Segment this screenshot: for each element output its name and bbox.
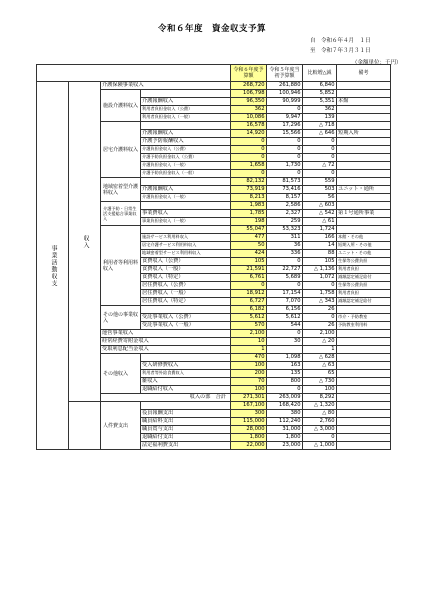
row-label: 地域密着型サービス利用料収入 bbox=[141, 250, 231, 258]
row-label: 居住費収入（特定） bbox=[141, 298, 231, 306]
row-label: 介護予防負担金収入（公費） bbox=[141, 154, 231, 162]
group-personnel: 人件費支出 bbox=[101, 402, 141, 450]
row-label: 利用者負担金収入（公費） bbox=[141, 106, 231, 114]
row-label bbox=[141, 354, 231, 362]
row-label: 役員報酬支出 bbox=[141, 410, 231, 418]
remark: 利用者負担 bbox=[337, 290, 391, 298]
previous-amount: 336 bbox=[267, 250, 303, 258]
difference: 26 bbox=[303, 322, 337, 330]
row-label: 食費収入（一般） bbox=[141, 266, 231, 274]
previous-amount: 31,000 bbox=[267, 426, 303, 434]
row-label: 居住費収入（公費） bbox=[141, 282, 231, 290]
previous-amount: 7,070 bbox=[267, 298, 303, 306]
difference: △ 61 bbox=[303, 218, 337, 226]
remark: 本館・その他 bbox=[337, 234, 391, 242]
row-label: 受取利息配当金収入 bbox=[101, 346, 231, 354]
difference: △ 628 bbox=[303, 354, 337, 362]
previous-amount: 261,880 bbox=[267, 82, 303, 90]
previous-amount: 8,157 bbox=[267, 194, 303, 202]
current-amount: 570 bbox=[231, 322, 267, 330]
previous-amount: 112,240 bbox=[267, 418, 303, 426]
current-amount: 424 bbox=[231, 250, 267, 258]
current-amount: 105 bbox=[231, 258, 267, 266]
row-label bbox=[141, 122, 231, 130]
difference: 100 bbox=[303, 386, 337, 394]
row-label: 利用者負担金収入（一般） bbox=[141, 114, 231, 122]
difference: 559 bbox=[303, 178, 337, 186]
remark bbox=[337, 106, 391, 114]
difference: 56 bbox=[303, 194, 337, 202]
previous-amount: 0 bbox=[267, 386, 303, 394]
current-amount: 18,912 bbox=[231, 290, 267, 298]
row-label: 居宅介護サービス利用料収入 bbox=[141, 242, 231, 250]
period-to: 至 令和７年３月３１日 bbox=[310, 48, 371, 54]
previous-amount: 311 bbox=[267, 234, 303, 242]
difference: 5,351 bbox=[303, 98, 337, 106]
current-amount: 477 bbox=[231, 234, 267, 242]
difference: 0 bbox=[303, 314, 337, 322]
difference: 1,758 bbox=[303, 290, 337, 298]
remark bbox=[337, 146, 391, 154]
previous-amount: 5,689 bbox=[267, 274, 303, 282]
current-amount: 115,000 bbox=[231, 418, 267, 426]
group-other-income: その他収入 bbox=[101, 354, 141, 394]
remark: ユニット・通所 bbox=[337, 186, 391, 194]
remark: 市介・予防教室 bbox=[337, 314, 391, 322]
difference: △ 20 bbox=[303, 338, 337, 346]
previous-amount: 259 bbox=[267, 218, 303, 226]
difference: 2,760 bbox=[303, 418, 337, 426]
section-income: 収入 bbox=[69, 82, 101, 402]
remark bbox=[337, 218, 391, 226]
difference: △ 343 bbox=[303, 298, 337, 306]
current-amount: 268,720 bbox=[231, 82, 267, 90]
previous-amount: 380 bbox=[267, 410, 303, 418]
current-amount: 100 bbox=[231, 362, 267, 370]
row-label: 受入研修費収入 bbox=[141, 362, 231, 370]
current-amount: 73,919 bbox=[231, 186, 267, 194]
previous-amount: 0 bbox=[267, 258, 303, 266]
header-blank bbox=[37, 65, 231, 82]
current-amount: 6,727 bbox=[231, 298, 267, 306]
current-amount: 0 bbox=[231, 170, 267, 178]
header-current: 令和６年度予算額 bbox=[231, 65, 267, 82]
current-amount: 10,086 bbox=[231, 114, 267, 122]
previous-amount: 544 bbox=[267, 322, 303, 330]
difference: △ 80 bbox=[303, 410, 337, 418]
difference: 5,852 bbox=[303, 90, 337, 98]
budget-table bbox=[36, 64, 391, 450]
remark: ユニット・その他 bbox=[337, 250, 391, 258]
previous-amount: 73,416 bbox=[267, 186, 303, 194]
current-amount: 21,591 bbox=[231, 266, 267, 274]
difference: 0 bbox=[303, 282, 337, 290]
row-label bbox=[141, 202, 231, 210]
remark bbox=[337, 202, 391, 210]
difference: 88 bbox=[303, 250, 337, 258]
remark bbox=[337, 410, 391, 418]
row-label: 利用者等外給食費収入 bbox=[141, 370, 231, 378]
remark bbox=[337, 122, 391, 130]
difference: △ 63 bbox=[303, 362, 337, 370]
current-amount: 82,132 bbox=[231, 178, 267, 186]
current-amount: 1,983 bbox=[231, 202, 267, 210]
group-community: 地域密着型介護料収入 bbox=[101, 178, 141, 202]
row-label: 介護報酬収入 bbox=[141, 98, 231, 106]
remark bbox=[337, 378, 391, 386]
table-header-row bbox=[37, 65, 391, 82]
previous-amount: 0 bbox=[267, 106, 303, 114]
previous-amount: 17,154 bbox=[267, 290, 303, 298]
current-amount: 10 bbox=[231, 338, 267, 346]
group-prevention: 介護予防・日常生活支援総合事業収入 bbox=[101, 202, 141, 226]
header-previous: 令和５年度当初予算額 bbox=[267, 65, 303, 82]
remark: 生保等公費負担 bbox=[337, 258, 391, 266]
current-amount: 1 bbox=[231, 346, 267, 354]
remark bbox=[337, 82, 391, 90]
previous-amount: 0 bbox=[267, 154, 303, 162]
current-amount: 470 bbox=[231, 354, 267, 362]
current-amount: 1,658 bbox=[231, 162, 267, 170]
difference: 0 bbox=[303, 154, 337, 162]
previous-amount: 0 bbox=[267, 330, 303, 338]
row-label: 食費収入（特定） bbox=[141, 274, 231, 282]
unit-note: （金額単位：千円） bbox=[352, 60, 402, 66]
previous-amount: 36 bbox=[267, 242, 303, 250]
previous-amount: 22,727 bbox=[267, 266, 303, 274]
row-label: 法定福利費支出 bbox=[141, 442, 231, 450]
row-label: 事業負担金収入（一般） bbox=[141, 218, 231, 226]
row-label: 受託事業収入（一般） bbox=[141, 322, 231, 330]
remark bbox=[337, 418, 391, 426]
row-label: 介護負担金収入（一般） bbox=[141, 162, 231, 170]
current-amount: 50 bbox=[231, 242, 267, 250]
remark bbox=[337, 426, 391, 434]
remark bbox=[337, 226, 391, 234]
budget-sheet bbox=[36, 64, 390, 450]
row-label: 運営事業収入 bbox=[101, 330, 231, 338]
difference: △ 730 bbox=[303, 378, 337, 386]
remark bbox=[337, 170, 391, 178]
row-label: 介護負担金収入（一般） bbox=[141, 194, 231, 202]
previous-amount: 15,566 bbox=[267, 130, 303, 138]
current-amount: 0 bbox=[231, 282, 267, 290]
section-expense-blank bbox=[69, 402, 101, 450]
remark: 生保等公費負担 bbox=[337, 282, 391, 290]
difference: 503 bbox=[303, 186, 337, 194]
difference: △ 603 bbox=[303, 202, 337, 210]
current-amount: 16,578 bbox=[231, 122, 267, 130]
current-amount: 28,000 bbox=[231, 426, 267, 434]
previous-amount: 263,009 bbox=[267, 394, 303, 402]
row-label: 居住費収入（一般） bbox=[141, 290, 231, 298]
previous-amount: 6,156 bbox=[267, 306, 303, 314]
current-amount: 0 bbox=[231, 146, 267, 154]
previous-amount: 17,296 bbox=[267, 122, 303, 130]
header-diff: 比較増△減 bbox=[303, 65, 337, 82]
header-remarks: 備考 bbox=[337, 65, 391, 82]
current-amount: 55,047 bbox=[231, 226, 267, 234]
remark bbox=[337, 154, 391, 162]
previous-amount: 1,800 bbox=[267, 434, 303, 442]
previous-amount: 30 bbox=[267, 338, 303, 346]
remark bbox=[337, 402, 391, 410]
remark: 第１号通所事業 bbox=[337, 210, 391, 218]
previous-amount: 800 bbox=[267, 378, 303, 386]
remark bbox=[337, 138, 391, 146]
previous-amount bbox=[267, 346, 303, 354]
group-other-user: その他の事業収入 bbox=[101, 306, 141, 330]
previous-amount: 2,586 bbox=[267, 202, 303, 210]
previous-amount: 2,327 bbox=[267, 210, 303, 218]
current-amount: 96,350 bbox=[231, 98, 267, 106]
remark bbox=[337, 194, 391, 202]
current-amount: 106,798 bbox=[231, 90, 267, 98]
row-label: 介護報酬収入 bbox=[141, 130, 231, 138]
remark: 短期入所 bbox=[337, 130, 391, 138]
current-amount: 5,612 bbox=[231, 314, 267, 322]
current-amount: 198 bbox=[231, 218, 267, 226]
difference: △ 72 bbox=[303, 162, 337, 170]
row-label: 職員給料支出 bbox=[141, 418, 231, 426]
previous-amount: 53,323 bbox=[267, 226, 303, 234]
difference: 1,724 bbox=[303, 226, 337, 234]
row-label: 事業費収入 bbox=[141, 210, 231, 218]
document-title: 令和６年度 資金収支予算 bbox=[157, 24, 266, 34]
row-label: 退職給付収入 bbox=[141, 386, 231, 394]
previous-amount: 5,612 bbox=[267, 314, 303, 322]
current-amount: 271,301 bbox=[231, 394, 267, 402]
previous-amount: 90,999 bbox=[267, 98, 303, 106]
difference: 1 bbox=[303, 346, 337, 354]
table-row bbox=[37, 402, 391, 410]
previous-amount: 0 bbox=[267, 138, 303, 146]
current-amount: 1,785 bbox=[231, 210, 267, 218]
difference: 105 bbox=[303, 258, 337, 266]
remark: 短期入所・その他 bbox=[337, 242, 391, 250]
difference: △ 718 bbox=[303, 122, 337, 130]
difference: 0 bbox=[303, 170, 337, 178]
previous-amount: 100,946 bbox=[267, 90, 303, 98]
difference: 1,072 bbox=[303, 274, 337, 282]
difference: 2,100 bbox=[303, 330, 337, 338]
row-label: 介護予防報酬収入 bbox=[141, 138, 231, 146]
remark bbox=[337, 346, 391, 354]
difference: △ 542 bbox=[303, 210, 337, 218]
difference: 14 bbox=[303, 242, 337, 250]
row-label bbox=[141, 90, 231, 98]
row-label: 施設サービス利用料収入 bbox=[141, 234, 231, 242]
difference: 0 bbox=[303, 146, 337, 154]
row-label: 介護保険事業収入 bbox=[101, 82, 231, 90]
difference: △ 1,000 bbox=[303, 442, 337, 450]
previous-amount: 1,730 bbox=[267, 162, 303, 170]
difference: 8,292 bbox=[303, 394, 337, 402]
previous-amount: 0 bbox=[267, 282, 303, 290]
previous-amount: 23,000 bbox=[267, 442, 303, 450]
current-amount: 6,182 bbox=[231, 306, 267, 314]
group-home-care: 居宅介護料収入 bbox=[101, 122, 141, 178]
remark bbox=[337, 386, 391, 394]
remark bbox=[337, 434, 391, 442]
row-label: 雑収入 bbox=[141, 378, 231, 386]
difference: 0 bbox=[303, 434, 337, 442]
difference: 362 bbox=[303, 106, 337, 114]
current-amount: 100 bbox=[231, 386, 267, 394]
previous-amount: 1,098 bbox=[267, 354, 303, 362]
previous-amount: 168,420 bbox=[267, 402, 303, 410]
current-amount: 362 bbox=[231, 106, 267, 114]
current-amount: 0 bbox=[231, 154, 267, 162]
remark: 利用者負担 bbox=[337, 266, 391, 274]
previous-amount: 9,947 bbox=[267, 114, 303, 122]
remark bbox=[337, 394, 391, 402]
remark bbox=[337, 338, 391, 346]
row-label: 退職給付支出 bbox=[141, 434, 231, 442]
previous-amount: 81,573 bbox=[267, 178, 303, 186]
row-label: 受託事業収入（公費） bbox=[141, 314, 231, 322]
row-label bbox=[141, 402, 231, 410]
previous-amount: 163 bbox=[267, 362, 303, 370]
current-amount: 200 bbox=[231, 370, 267, 378]
current-amount: 22,000 bbox=[231, 442, 267, 450]
remark: 予防教室利用料 bbox=[337, 322, 391, 330]
current-amount: 167,100 bbox=[231, 402, 267, 410]
row-label: 食費収入（公費） bbox=[141, 258, 231, 266]
remark bbox=[337, 114, 391, 122]
row-label bbox=[141, 226, 231, 234]
difference: 6,840 bbox=[303, 82, 337, 90]
current-amount: 2,100 bbox=[231, 330, 267, 338]
remark bbox=[337, 90, 391, 98]
difference: 26 bbox=[303, 306, 337, 314]
difference: 139 bbox=[303, 114, 337, 122]
row-label: 経常経費寄附金収入 bbox=[101, 338, 231, 346]
current-amount: 300 bbox=[231, 410, 267, 418]
previous-amount: 0 bbox=[267, 170, 303, 178]
current-amount: 6,761 bbox=[231, 274, 267, 282]
current-amount: 8,213 bbox=[231, 194, 267, 202]
row-label: 職員賞与支出 bbox=[141, 426, 231, 434]
previous-amount: 0 bbox=[267, 146, 303, 154]
remark bbox=[337, 354, 391, 362]
period-from: 自 令和６年４月 １日 bbox=[310, 38, 371, 44]
row-label: 介護負担金収入（公費） bbox=[141, 146, 231, 154]
table-row bbox=[37, 82, 391, 90]
remark bbox=[337, 330, 391, 338]
remark: 本館 bbox=[337, 98, 391, 106]
remark bbox=[337, 162, 391, 170]
remark bbox=[337, 362, 391, 370]
current-amount: 14,920 bbox=[231, 130, 267, 138]
difference: △ 3,000 bbox=[303, 426, 337, 434]
current-amount: 0 bbox=[231, 138, 267, 146]
row-label bbox=[141, 306, 231, 314]
row-label: 介護予防負担金収入（一般） bbox=[141, 170, 231, 178]
current-amount: 70 bbox=[231, 378, 267, 386]
remark bbox=[337, 370, 391, 378]
difference: △ 646 bbox=[303, 130, 337, 138]
current-amount: 1,800 bbox=[231, 434, 267, 442]
difference: 65 bbox=[303, 370, 337, 378]
row-label bbox=[141, 178, 231, 186]
difference: △ 1,320 bbox=[303, 402, 337, 410]
difference: 166 bbox=[303, 234, 337, 242]
remark bbox=[337, 442, 391, 450]
remark bbox=[337, 178, 391, 186]
difference: 0 bbox=[303, 138, 337, 146]
remark bbox=[337, 306, 391, 314]
section-activity: 事業活動収支 bbox=[37, 82, 69, 450]
group-user-fees: 利用者等利用料収入 bbox=[101, 226, 141, 306]
remark: 減額認定補足給付 bbox=[337, 298, 391, 306]
difference: △ 1,136 bbox=[303, 266, 337, 274]
previous-amount: 135 bbox=[267, 370, 303, 378]
remark: 減額認定補足給付 bbox=[337, 274, 391, 282]
group-facility: 施設介護料収入 bbox=[101, 90, 141, 122]
row-label: 収入の部 合計 bbox=[101, 394, 231, 402]
row-label: 介護報酬収入 bbox=[141, 186, 231, 194]
